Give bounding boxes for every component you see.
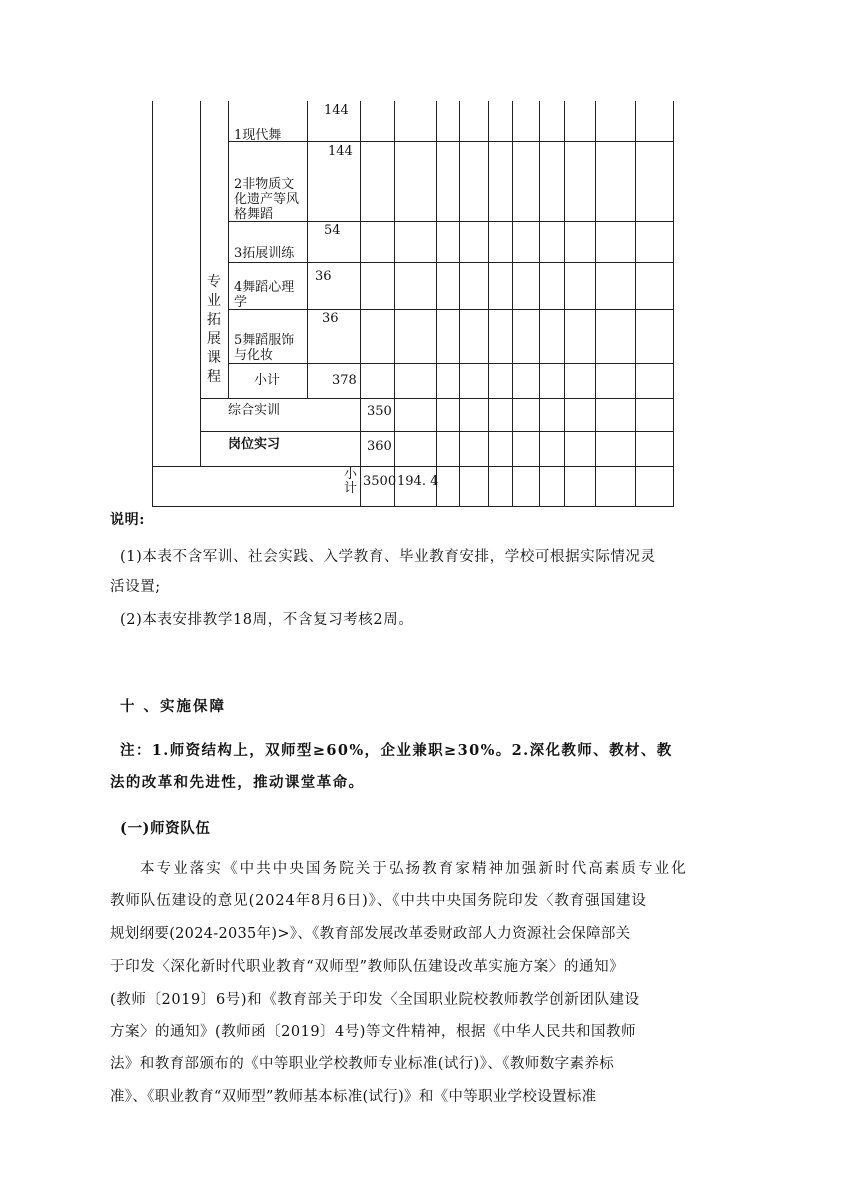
body-line: 本专业落实《中共中央国务院关于弘扬教育家精神加强新时代高素质专业化 bbox=[140, 861, 688, 877]
internship-label: 岗位实习 bbox=[228, 437, 281, 452]
course-hours: 36 bbox=[315, 269, 332, 284]
total-hours: 3500 bbox=[363, 474, 397, 489]
course-name bbox=[234, 177, 299, 222]
table-rule bbox=[228, 101, 229, 398]
category-label-char: 课 bbox=[207, 350, 221, 366]
category-label-char: 展 bbox=[207, 331, 221, 347]
table-rule bbox=[307, 101, 308, 398]
table-rule bbox=[512, 101, 513, 507]
table-rule bbox=[436, 101, 437, 507]
table-rule bbox=[200, 101, 201, 467]
course-hours: 36 bbox=[322, 311, 339, 326]
category-label-char: 拓 bbox=[207, 312, 221, 328]
body-line: 规划纲要(2024-2035年)>》、《教育部发展改革委财政部人力资源社会保障部关 bbox=[110, 926, 631, 942]
table-rule bbox=[673, 101, 674, 507]
total-label-line: 小 bbox=[344, 467, 358, 482]
section-note-line-1: 注：1.师资结构上，双师型≥60%，企业兼职≥30%。2.深化教师、教材、教 bbox=[120, 742, 673, 759]
subtotal-hours: 378 bbox=[332, 373, 357, 388]
note-item-1-line-2: 活设置; bbox=[110, 579, 161, 595]
course-name-line: 2非物质文 bbox=[234, 177, 295, 192]
course-hours: 54 bbox=[324, 223, 341, 238]
table-rule bbox=[394, 101, 395, 507]
course-name bbox=[234, 333, 294, 363]
subsection-title: (一)师资队伍 bbox=[120, 820, 211, 837]
total-label bbox=[344, 468, 357, 496]
table-rule bbox=[459, 101, 460, 507]
course-name-line: 格舞蹈 bbox=[234, 207, 274, 222]
body-line: 方案〉的通知》(教师函〔2019〕4号)等文件精神，根据《中华人民共和国教师 bbox=[110, 1024, 636, 1040]
note-item-2: (2)本表安排教学18周，不含复习考核2周。 bbox=[120, 612, 414, 628]
table-rule bbox=[228, 309, 674, 310]
table-rule bbox=[360, 101, 361, 507]
table-rule bbox=[564, 101, 565, 507]
notes-heading: 说明: bbox=[110, 512, 145, 528]
body-line: 教师队伍建设的意见(2024年8月6日)》、《中共中央国务院印发〈教育强国建设 bbox=[110, 893, 647, 909]
table-rule bbox=[539, 101, 540, 507]
section-title: 十 、实施保障 bbox=[120, 698, 227, 715]
course-hours: 144 bbox=[328, 144, 353, 159]
body-line: 法》和教育部颁布的《中等职业学校教师专业标准(试行)》、《教师数字素养标 bbox=[110, 1056, 615, 1072]
course-name-line: 学 bbox=[234, 295, 248, 310]
table-rule bbox=[228, 363, 674, 364]
table-rule bbox=[595, 101, 596, 507]
table-rule bbox=[635, 101, 636, 507]
course-name: 1现代舞 bbox=[234, 128, 282, 143]
course-name: 3拓展训练 bbox=[234, 246, 295, 261]
note-item-1-line-1: (1)本表不含军训、社会实践、入学教育、毕业教育安排，学校可根据实际情况灵 bbox=[120, 549, 656, 565]
course-name-line: 与化妆 bbox=[234, 348, 274, 363]
course-name bbox=[234, 280, 294, 310]
body-line: 准》、《职业教育“双师型”教师基本标准(试行)》和《中等职业学校设置标准 bbox=[110, 1089, 597, 1105]
table-rule bbox=[200, 431, 674, 432]
table-rule bbox=[200, 398, 674, 399]
body-line: (教师〔2019〕6号)和《教育部关于印发〈全国职业院校教师教学创新团队建设 bbox=[110, 992, 640, 1008]
table-rule bbox=[228, 141, 674, 142]
course-hours: 144 bbox=[324, 103, 349, 118]
category-label-char: 业 bbox=[207, 293, 221, 309]
table-rule bbox=[488, 101, 489, 507]
category-label-char: 专 bbox=[207, 274, 221, 290]
category-label-char: 程 bbox=[207, 369, 221, 385]
course-name-line: 化遗产等风 bbox=[234, 192, 300, 207]
table-rule bbox=[152, 101, 153, 507]
internship-hours: 360 bbox=[367, 439, 392, 454]
subtotal-label: 小计 bbox=[254, 373, 281, 388]
category-label-vertical bbox=[206, 273, 222, 387]
table-rule bbox=[228, 262, 674, 263]
practice-label: 综合实训 bbox=[228, 403, 281, 418]
total-credits: 194. 4 bbox=[397, 474, 439, 489]
course-hours-table bbox=[152, 101, 674, 507]
section-note-line-2: 法的改革和先进性，推动课堂革命。 bbox=[110, 774, 365, 791]
course-name-line: 5舞蹈服饰 bbox=[234, 333, 295, 348]
body-line: 于印发〈深化新时代职业教育“双师型”教师队伍建设改革实施方案〉的通知》 bbox=[110, 959, 625, 975]
total-label-line: 计 bbox=[344, 481, 358, 496]
practice-hours: 350 bbox=[367, 404, 392, 419]
course-name-line: 4舞蹈心理 bbox=[234, 280, 295, 295]
